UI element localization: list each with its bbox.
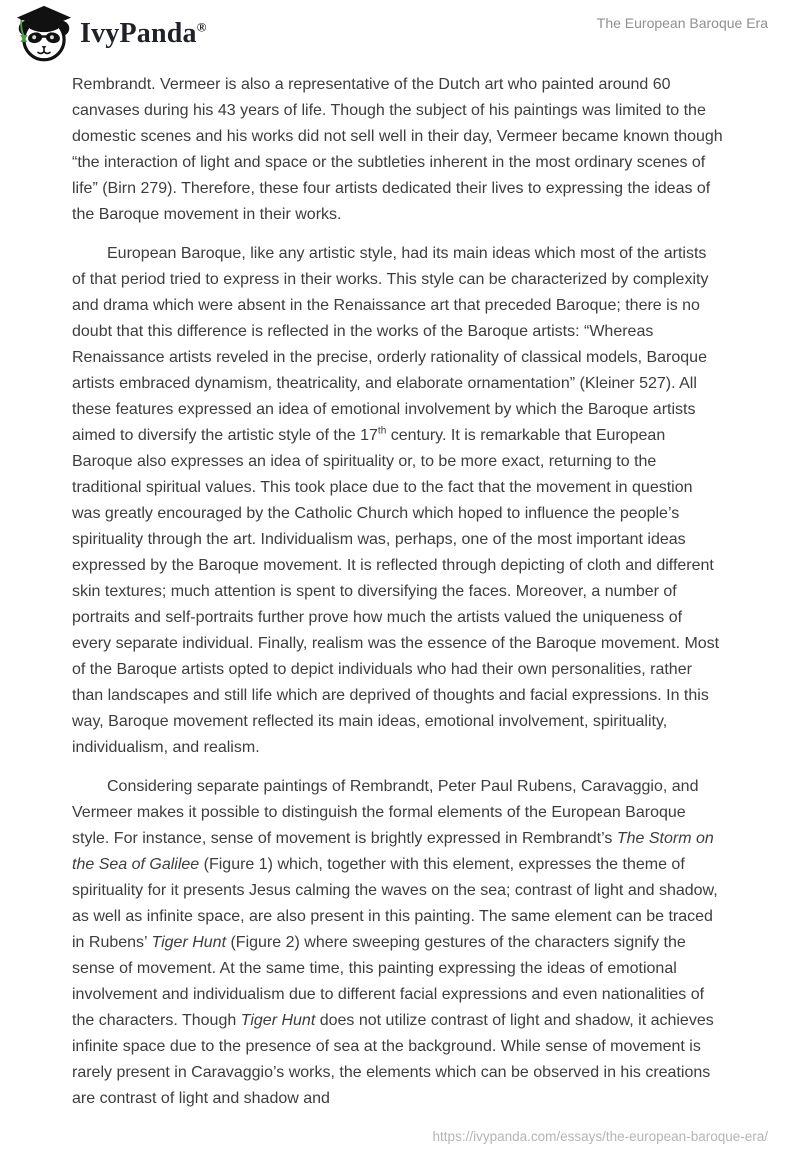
- essay-paragraph: [72, 774, 724, 1112]
- essay-paragraph: [72, 72, 724, 228]
- brand-name-text: IvyPanda: [80, 18, 197, 49]
- painting-title: Tiger Hunt: [240, 1012, 316, 1029]
- essay-paragraph: [72, 241, 724, 761]
- brand-name: [80, 20, 207, 48]
- paragraph-text: (Figure 2) where sweeping gestures of the characters signify the sense of movement. At the same time, this painting expressing the ideas of emotional involvement and individualism due to different facial expressions and even nationalities of the characters. Though: [72, 934, 705, 1029]
- page-header: [0, 0, 800, 68]
- paragraph-text: does not utilize contrast of light and shadow, it achieves infinite space due to the presence of sea at the background. While sense of movement is rarely present in Caravaggio’s works, the elements which can be observed in his creations are contrast of light and shadow and: [72, 1012, 714, 1107]
- panda-graduate-icon: [14, 5, 74, 63]
- paragraph-text: Considering separate paintings of Rembrandt, Peter Paul Rubens, Caravaggio, and Vermeer makes it possible to distinguish the formal elements of the European Baroque style. For instance, sense of movement is brightly expressed in Rembrandt’s: [72, 778, 699, 847]
- page-footer: [433, 1129, 768, 1144]
- registered-trademark-symbol: ®: [196, 19, 207, 35]
- ivypanda-logo: [14, 5, 207, 63]
- paragraph-text: century. It is remarkable that European Baroque also expresses an idea of spirituality or, to be more exact, returning to the traditional spiritual values. This took place due to the fact that the movement in question was greatly encouraged by the Catholic Church which hoped to influence the people’s spirituality through the art. Individualism was, perhaps, one of the most important ideas expressed by the Baroque movement. It is reflected through depicting of cloth and different skin textures; much attention is spent to diversifying the faces. Moreover, a number of portraits and self-portraits further prove how much the artists valued the uniqueness of every separate individual. Finally, realism was the essence of the Baroque movement. Most of the Baroque artists opted to depict individuals who had their own personalities, rather than landscapes and still life which are deprived of thoughts and facial expressions. In this way, Baroque movement reflected its main ideas, emotional involvement, spirituality, individualism, and realism.: [72, 427, 720, 756]
- paragraph-text: th: [377, 425, 387, 437]
- document-title: The European Baroque Era: [596, 15, 768, 31]
- source-url[interactable]: https://ivypanda.com/essays/the-european-baroque-era/: [432, 1129, 768, 1144]
- paragraph-text: Rembrandt. Vermeer is also a representative of the Dutch art who painted around 60 canvases during his 43 years of life. Though the subject of his paintings was limited to the domestic scenes and his works did not sell well in their day, Vermeer became known though “the interaction of light and space or the subtleties inherent in the most ordinary scenes of life” (Birn 279). Therefore, these four artists dedicated their lives to expressing the ideas of the Baroque movement in their works.: [72, 76, 723, 223]
- paragraph-text: European Baroque, like any artistic style, had its main ideas which most of the artists of that period tried to express in their works. This style can be characterized by complexity and drama which were absent in the Renaissance art that preceded Baroque; there is no doubt that this difference is reflected in the works of the Baroque artists: “Whereas Renaissance artists reveled in the precise, orderly rationality of classical models, Baroque artists embraced dynamism, theatricality, and elaborate ornamentation” (Kleiner 527). All these features expressed an idea of emotional involvement by which the Baroque artists aimed to diversify the artistic style of the 17: [72, 245, 709, 444]
- essay-body: [72, 72, 724, 1125]
- painting-title: Tiger Hunt: [151, 934, 227, 951]
- painting-title: The Storm on the Sea of Galilee: [72, 830, 714, 873]
- paragraph-text: (Figure 1) which, together with this element, expresses the theme of spirituality for it presents Jesus calming the waves on the sea; contrast of light and shadow, as well as infinite space, are also present in this painting. The same element can be traced in Rubens’: [72, 856, 718, 951]
